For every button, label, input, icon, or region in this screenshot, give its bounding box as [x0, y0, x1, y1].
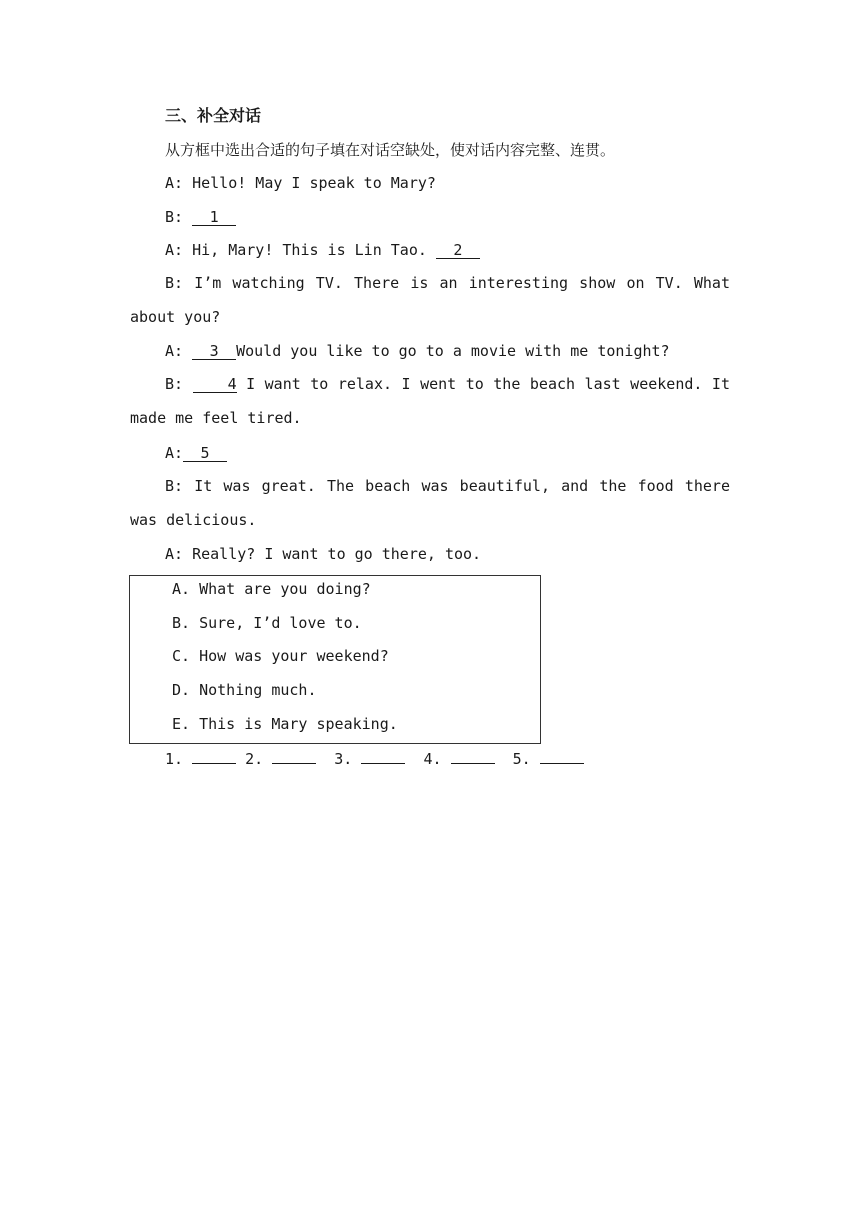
dialogue-line-5 [165, 341, 670, 361]
answer-label-2: 2. [245, 750, 264, 768]
option-a: A. What are you doing? [172, 580, 371, 598]
blank-1: 1 [192, 209, 236, 226]
blank-3: 3 [192, 343, 236, 360]
section-heading: 三、补全对话 [165, 106, 262, 125]
option-e: E. This is Mary speaking. [172, 715, 398, 733]
option-b: B. Sure, I’d love to. [172, 614, 362, 632]
answer-blank-2[interactable] [272, 749, 316, 764]
line-text: A: Hi, Mary! This is Lin Tao. [165, 241, 436, 259]
speaker-prefix: B: [165, 208, 193, 226]
instruction-text: 从方框中选出合适的句子填在对话空缺处，使对话内容完整、连贯。 [165, 141, 616, 159]
speaker-prefix: B: [165, 375, 193, 393]
blank-5: 5 [183, 445, 227, 462]
answer-blank-4[interactable] [451, 749, 495, 764]
dialogue-line-7 [165, 443, 227, 463]
line-text: I want to relax. I went to the beach last weekend. It made me feel tired. [130, 375, 730, 427]
blank-2: 2 [436, 242, 480, 259]
dialogue-line-9: A: Really? I want to go there, too. [165, 545, 482, 563]
dialogue-line-2 [165, 207, 236, 227]
speaker-prefix: A: [165, 342, 193, 360]
speaker-prefix: A: [165, 444, 184, 462]
option-d: D. Nothing much. [172, 681, 317, 699]
dialogue-line-3 [165, 240, 480, 260]
blank-4: 4 [193, 376, 237, 393]
options-box [129, 575, 541, 744]
answer-label-3: 3. [334, 750, 353, 768]
dialogue-line-8: B: It was great. The beach was beautiful, and the food there was delicious. [130, 477, 730, 529]
dialogue-line-6 [130, 368, 730, 435]
answer-line [165, 749, 584, 768]
answer-blank-1[interactable] [192, 749, 236, 764]
answer-label-1: 1. [165, 750, 184, 768]
answer-label-4: 4. [423, 750, 442, 768]
option-c: C. How was your weekend? [172, 647, 389, 665]
line-text: Would you like to go to a movie with me tonight? [236, 342, 670, 360]
answer-blank-3[interactable] [361, 749, 405, 764]
dialogue-line-1: A: Hello! May I speak to Mary? [165, 174, 436, 192]
answer-blank-5[interactable] [540, 749, 584, 764]
dialogue-line-4: B: I’m watching TV. There is an interesting show on TV. What about you? [130, 274, 730, 326]
answer-label-5: 5. [512, 750, 531, 768]
